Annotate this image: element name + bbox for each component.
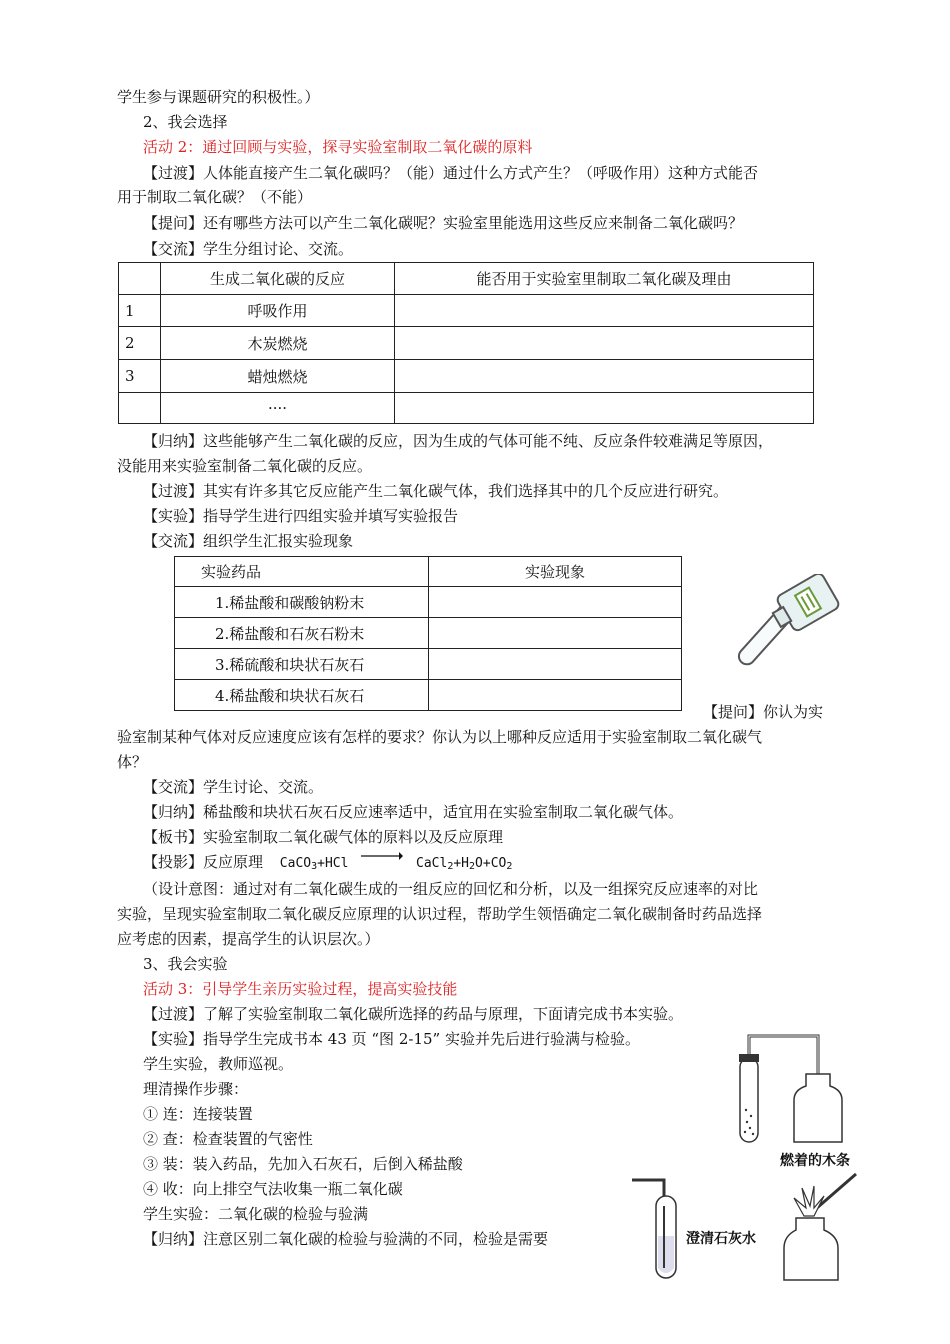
co2-collection-apparatus-illustration [730, 1030, 860, 1146]
table-header-phenomenon: 实验现象 [429, 557, 682, 587]
transition-2: 【过渡】其实有许多其它反应能产生二氧化碳气体，我们选择其中的几个反应进行研究。 [143, 482, 729, 500]
design-intent-line-3: 应考虑的因素，提高学生的认识层次。） [117, 930, 380, 948]
step-item: ③ 装：装入药品，先加入石灰石，后倒入稀盐酸 [143, 1155, 463, 1173]
design-intent-line-2: 实验，呈现实验室制取二氧化碳反应原理的认识过程，帮助学生领悟确定二氧化碳制备时药品选择 [117, 905, 763, 923]
table-row-phenomenon [429, 649, 682, 680]
transition-1-line-2: 用于制取二氧化碳？（不能） [117, 188, 313, 206]
reactions-table [118, 262, 814, 424]
exchange-3: 【交流】学生讨论、交流。 [143, 778, 324, 796]
projection-label: 【投影】反应原理 [143, 853, 264, 871]
experiment-table [174, 556, 682, 711]
table-row-reason [395, 327, 814, 360]
table-row-drug: 1.稀盐酸和碳酸钠粉末 [175, 587, 429, 618]
experiment-1: 【实验】指导学生进行四组实验并填写实验报告 [143, 507, 459, 525]
table-row-reason [395, 393, 814, 424]
experiment-2: 【实验】指导学生完成书本 43 页 “图 2-15” 实验并先后进行验满与检验。 [143, 1030, 640, 1048]
summary-1-line-1: 【归纳】这些能够产生二氧化碳的反应，因为生成的气体可能不纯、反应条件较难满足等原因， [143, 432, 774, 450]
test-tube-pouring-illustration [712, 574, 842, 686]
equation-reactants: CaCO$_3$+HCl [279, 856, 349, 872]
exchange-1: 【交流】学生分组讨论、交流。 [143, 240, 354, 258]
limewater-label: 澄清石灰水 [686, 1231, 756, 1247]
summary-1-line-2: 没能用来实验室制备二氧化碳的反应。 [117, 457, 373, 475]
equation-products: $CaCl_2+H_2O+CO_2$ [416, 856, 513, 872]
question-2-line-2: 验室制某种气体对反应速度应该有怎样的要求？你认为以上哪种反应适用于实验室制取二氧化碳气 [117, 728, 763, 746]
table-row-reason [395, 295, 814, 327]
steps-title: 理清操作步骤： [143, 1080, 249, 1098]
table-header-reaction: 生成二氧化碳的反应 [161, 263, 395, 295]
reaction-arrow [361, 857, 403, 867]
exchange-2: 【交流】组织学生汇报实验现象 [143, 532, 354, 550]
table-row-reaction: 蜡烛燃烧 [161, 360, 395, 393]
table-row-reaction: 呼吸作用 [161, 295, 395, 327]
bottle-burning-stick-illustration [780, 1172, 870, 1282]
summary-3: 【归纳】注意区别二氧化碳的检验与验满的不同，检验是需要 [143, 1230, 549, 1248]
table-row-phenomenon [429, 587, 682, 618]
paragraph-continuation: 学生参与课题研究的积极性。） [117, 88, 320, 106]
projection-line [143, 851, 512, 878]
table-row-number: 3 [119, 360, 161, 393]
summary-2: 【归纳】稀盐酸和块状石灰石反应速率适中，适宜用在实验室制取二氧化碳气体。 [143, 803, 684, 821]
table-row-drug: 3.稀硫酸和块状石灰石 [175, 649, 429, 680]
design-intent-line-1: （设计意图：通过对有二氧化碳生成的一组反应的回忆和分析，以及一组探究反应速率的对比 [143, 880, 759, 898]
table-row-number [119, 393, 161, 424]
transition-1-line-1: 【过渡】人体能直接产生二氧化碳吗？（能）通过什么方式产生？（呼吸作用）这种方式能否 [143, 164, 759, 182]
question-2-line-3: 体？ [117, 753, 148, 771]
section-heading-2: 2、我会选择 [143, 113, 228, 131]
question-1: 【提问】还有哪些方法可以产生二氧化碳呢？实验室里能选用这些反应来制备二氧化碳吗？ [143, 214, 744, 232]
step-item: ② 查：检查装置的气密性 [143, 1130, 313, 1148]
table-header-drug: 实验药品 [175, 557, 429, 587]
activity-2-heading: 活动 2：通过回顾与实验，探寻实验室制取二氧化碳的原料 [143, 138, 533, 156]
activity-3-heading: 活动 3：引导学生亲历实验过程，提高实验技能 [143, 980, 458, 998]
question-2-line-1: 【提问】你认为实 [703, 703, 824, 721]
table-row-drug: 2.稀盐酸和石灰石粉末 [175, 618, 429, 649]
table-row-number: 1 [119, 295, 161, 327]
step-item: ④ 收：向上排空气法收集一瓶二氧化碳 [143, 1180, 403, 1198]
table-row-number: 2 [119, 327, 161, 360]
table-row-reason [395, 360, 814, 393]
transition-3: 【过渡】了解了实验室制取二氧化碳所选择的药品与原理，下面请完成书本实验。 [143, 1005, 684, 1023]
table-row-phenomenon [429, 618, 682, 649]
step-item: ① 连：连接装置 [143, 1105, 253, 1123]
table-row-reaction: 木炭燃烧 [161, 327, 395, 360]
section-heading-3: 3、我会实验 [143, 955, 228, 973]
table-header-reason: 能否用于实验室里制取二氧化碳及理由 [395, 263, 814, 295]
student-experiment-2: 学生实验：二氧化碳的检验与验满 [143, 1205, 369, 1223]
board-note: 【板书】实验室制取二氧化碳气体的原料以及反应原理 [143, 828, 504, 846]
table-row-phenomenon [429, 680, 682, 711]
table-row-drug: 4.稀盐酸和块状石灰石 [175, 680, 429, 711]
table-cell-empty [119, 263, 161, 295]
burning-stick-label: 燃着的木条 [780, 1153, 850, 1169]
student-experiment: 学生实验，教师巡视。 [143, 1055, 294, 1073]
table-row-reaction: ···· [161, 393, 395, 424]
